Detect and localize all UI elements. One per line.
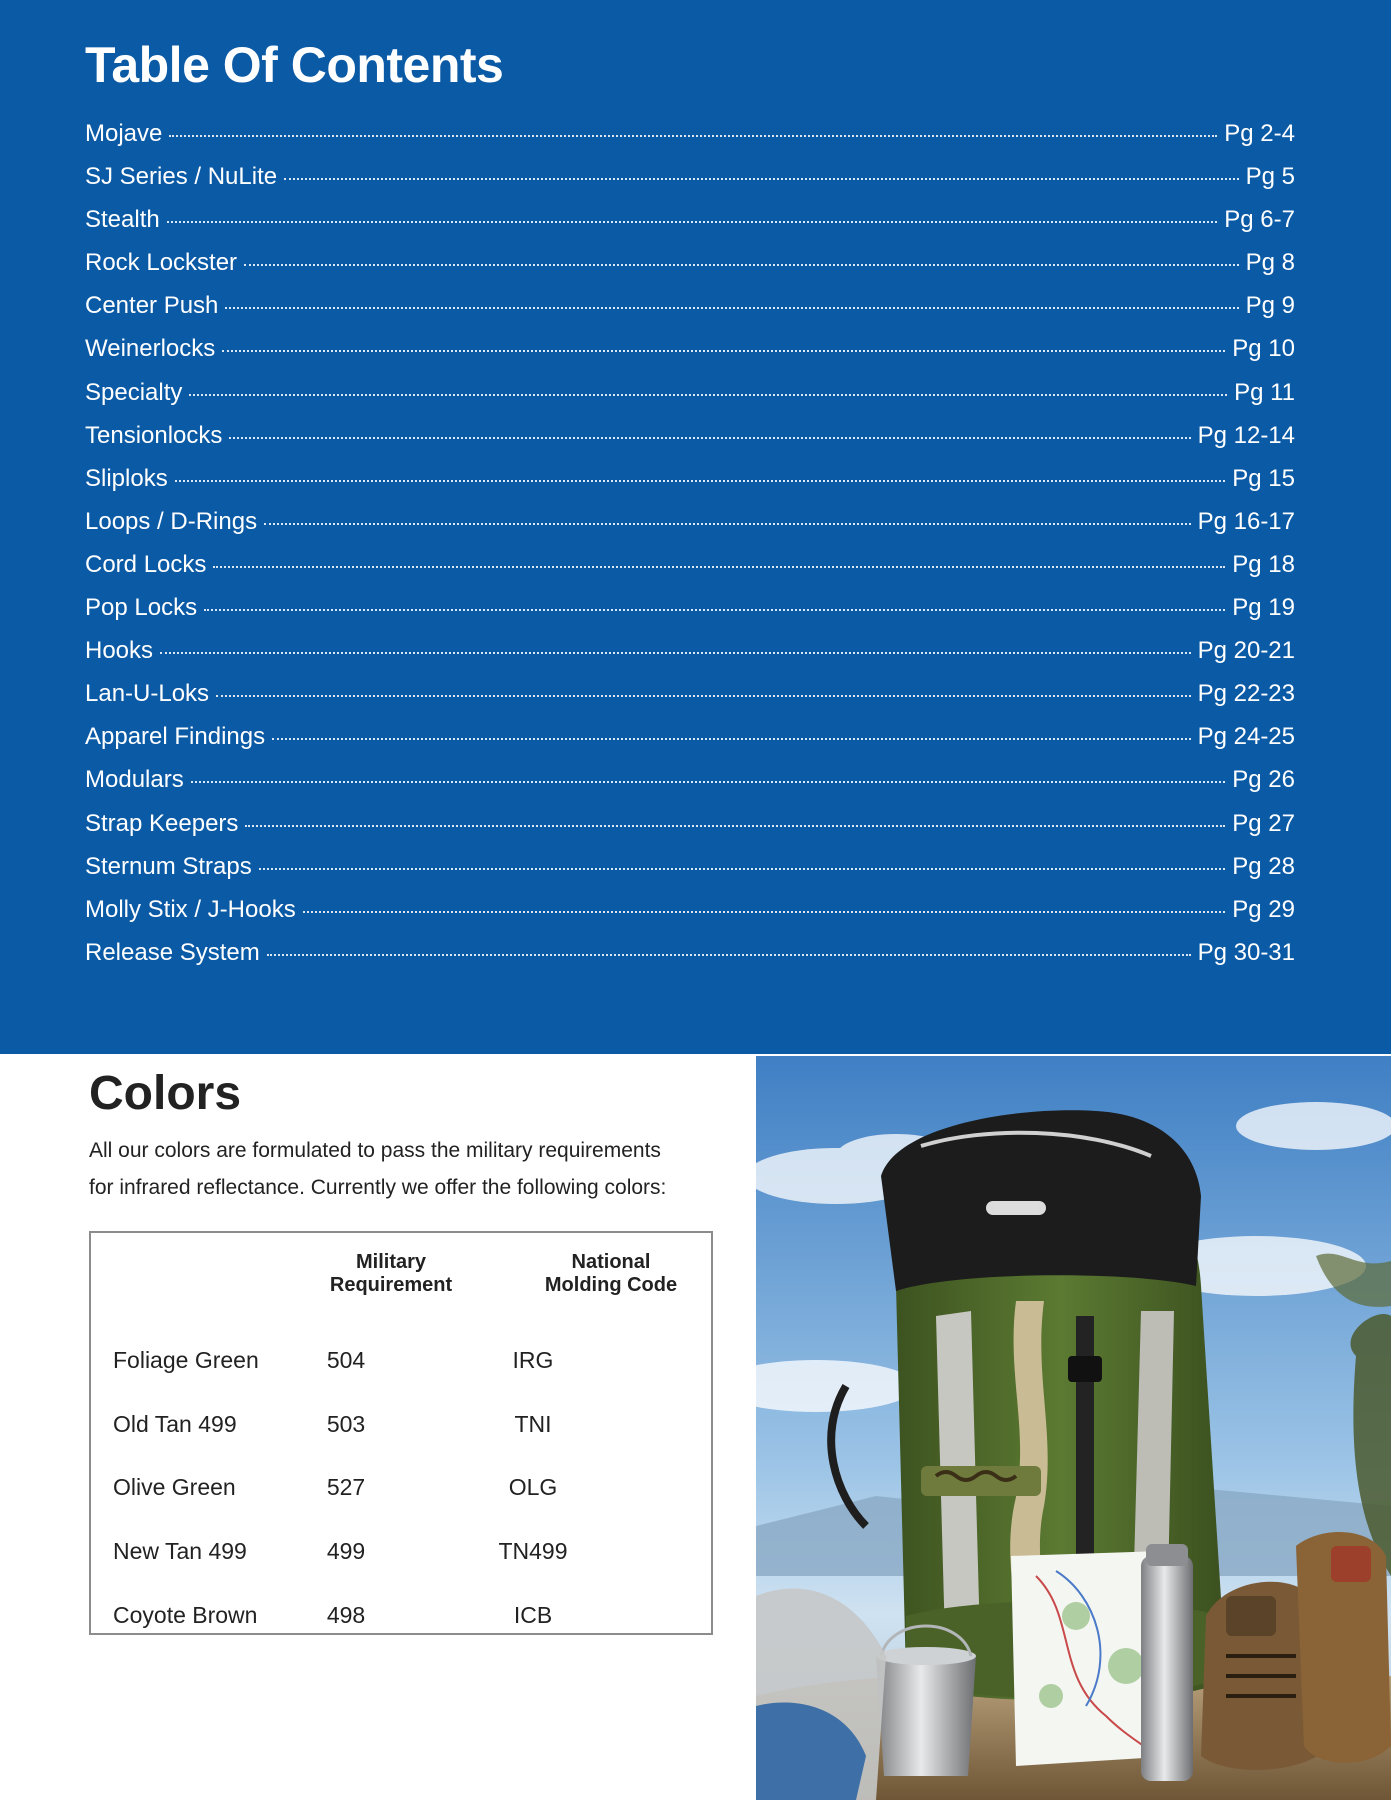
toc-entry-cord-locks[interactable] (85, 543, 1295, 586)
toc-entry-name: Apparel Findings (85, 723, 266, 751)
dot-leader (175, 480, 1226, 482)
military-value: 504 (326, 1347, 366, 1373)
toc-entry-page: Pg 22-23 (1197, 680, 1295, 708)
colors-table (89, 1231, 713, 1635)
toc-entry-lan-u-loks[interactable] (85, 672, 1295, 715)
dot-leader (264, 523, 1191, 525)
colors-intro-line-1: All our colors are formulated to pass the military requirements (89, 1139, 661, 1162)
toc-entry-pop-locks[interactable] (85, 586, 1295, 629)
header-national-line-1: National (571, 1251, 651, 1273)
color-name: New Tan 499 (113, 1538, 247, 1564)
toc-entry-name: Rock Lockster (85, 249, 238, 277)
toc-entry-specialty[interactable] (85, 371, 1295, 414)
header-national-line-2: Molding Code (544, 1274, 678, 1296)
toc-entry-tensionlocks[interactable] (85, 414, 1295, 457)
dot-leader (225, 307, 1238, 309)
toc-entry-page: Pg 8 (1245, 249, 1295, 277)
table-row (91, 1467, 711, 1507)
toc-entry-page: Pg 29 (1232, 895, 1295, 923)
toc-entry-page: Pg 16-17 (1197, 507, 1295, 535)
toc-entry-name: SJ Series / NuLite (85, 163, 278, 191)
dot-leader (222, 350, 1225, 352)
toc-entry-page: Pg 28 (1232, 852, 1295, 880)
dot-leader (160, 652, 1191, 654)
toc-entry-name: Center Push (85, 292, 219, 320)
color-name: Foliage Green (113, 1347, 259, 1373)
molding-code: TNI (514, 1411, 552, 1437)
dot-leader (229, 437, 1190, 439)
toc-entry-name: Tensionlocks (85, 421, 223, 449)
toc-entry-center-push[interactable] (85, 284, 1295, 327)
dot-leader (245, 825, 1225, 827)
toc-entry-molly-stix-j-hooks[interactable] (85, 888, 1295, 931)
dot-leader (272, 738, 1190, 740)
dot-leader (267, 954, 1191, 956)
toc-entry-release-system[interactable] (85, 931, 1295, 974)
toc-entry-page: Pg 19 (1232, 594, 1295, 622)
toc-entry-modulars[interactable] (85, 758, 1295, 801)
toc-entry-page: Pg 2-4 (1224, 120, 1295, 147)
dot-leader (189, 394, 1227, 396)
table-row (91, 1340, 711, 1380)
toc-title: Table Of Contents (85, 37, 504, 93)
toc-entry-page: Pg 15 (1232, 464, 1295, 492)
military-value: 527 (326, 1474, 366, 1500)
dot-leader (284, 178, 1239, 180)
toc-entry-name: Molly Stix / J-Hooks (85, 895, 296, 923)
toc-entry-name: Hooks (85, 637, 154, 665)
dot-leader (167, 221, 1218, 223)
toc-list (85, 112, 1295, 974)
table-row (91, 1404, 711, 1444)
toc-entry-weinerlocks[interactable] (85, 327, 1295, 370)
dot-leader (213, 566, 1225, 568)
toc-entry-stealth[interactable] (85, 198, 1295, 241)
toc-entry-mojave[interactable] (85, 112, 1295, 155)
toc-entry-page: Pg 6-7 (1224, 206, 1295, 234)
dot-leader (191, 781, 1226, 783)
toc-entry-strap-keepers[interactable] (85, 802, 1295, 845)
toc-entry-page: Pg 26 (1232, 766, 1295, 794)
dot-leader (244, 264, 1239, 266)
toc-entry-page: Pg 11 (1234, 378, 1295, 406)
toc-entry-name: Pop Locks (85, 594, 198, 622)
molding-code: OLG (508, 1474, 558, 1500)
color-name: Coyote Brown (113, 1602, 258, 1628)
toc-entry-page: Pg 12-14 (1197, 421, 1295, 449)
toc-entry-page: Pg 27 (1232, 809, 1295, 837)
dot-leader (216, 695, 1191, 697)
table-row (91, 1531, 711, 1571)
toc-entry-page: Pg 5 (1245, 163, 1295, 191)
dot-leader (169, 135, 1217, 137)
colors-intro-line-2: for infrared reflectance. Currently we offer the following colors: (89, 1176, 667, 1199)
toc-entry-page: Pg 20-21 (1197, 637, 1295, 665)
toc-entry-name: Mojave (85, 120, 163, 147)
table-row (91, 1595, 711, 1635)
military-value: 503 (326, 1411, 366, 1437)
toc-entry-page: Pg 24-25 (1197, 723, 1295, 751)
toc-entry-name: Cord Locks (85, 550, 207, 578)
dot-leader (259, 868, 1226, 870)
header-military-line-2: Requirement (329, 1274, 453, 1296)
thermos (1141, 1544, 1193, 1781)
military-value: 498 (326, 1602, 366, 1628)
toc-entry-sternum-straps[interactable] (85, 845, 1295, 888)
molding-code: ICB (513, 1602, 553, 1628)
toc-entry-rock-lockster[interactable] (85, 241, 1295, 284)
header-military-requirement (301, 1251, 481, 1297)
toc-entry-loops-d-rings[interactable] (85, 500, 1295, 543)
toc-entry-page: Pg 10 (1232, 335, 1295, 363)
toc-entry-name: Specialty (85, 378, 183, 406)
toc-entry-name: Modulars (85, 766, 184, 794)
military-value: 499 (326, 1538, 366, 1564)
header-military-line-1: Military (355, 1251, 427, 1273)
toc-entry-hooks[interactable] (85, 629, 1295, 672)
toc-entry-name: Sliploks (85, 464, 168, 492)
toc-entry-name: Weinerlocks (85, 335, 216, 363)
color-name: Olive Green (113, 1474, 236, 1500)
toc-entry-name: Release System (85, 938, 260, 966)
molding-code: IRG (512, 1347, 554, 1373)
toc-entry-page: Pg 18 (1232, 550, 1295, 578)
colors-title: Colors (89, 1067, 242, 1120)
toc-entry-name: Strap Keepers (85, 809, 239, 837)
molding-code: TN499 (498, 1538, 568, 1564)
dot-leader (303, 911, 1226, 913)
color-name: Old Tan 499 (113, 1411, 237, 1437)
colors-intro (89, 1132, 729, 1206)
backpack-photo (756, 1056, 1391, 1800)
toc-entry-page: Pg 30-31 (1197, 938, 1295, 966)
header-national-molding-code (521, 1251, 701, 1297)
toc-entry-sj-series-nulite[interactable] (85, 155, 1295, 198)
toc-entry-apparel-findings[interactable] (85, 715, 1295, 758)
dot-leader (204, 609, 1225, 611)
toc-entry-page: Pg 9 (1245, 292, 1295, 320)
toc-entry-name: Stealth (85, 206, 160, 234)
toc-entry-name: Lan-U-Loks (85, 680, 210, 708)
toc-entry-name: Sternum Straps (85, 852, 252, 880)
toc-entry-name: Loops / D-Rings (85, 507, 258, 535)
backpack-illustration (756, 1056, 1391, 1800)
toc-entry-sliploks[interactable] (85, 457, 1295, 500)
